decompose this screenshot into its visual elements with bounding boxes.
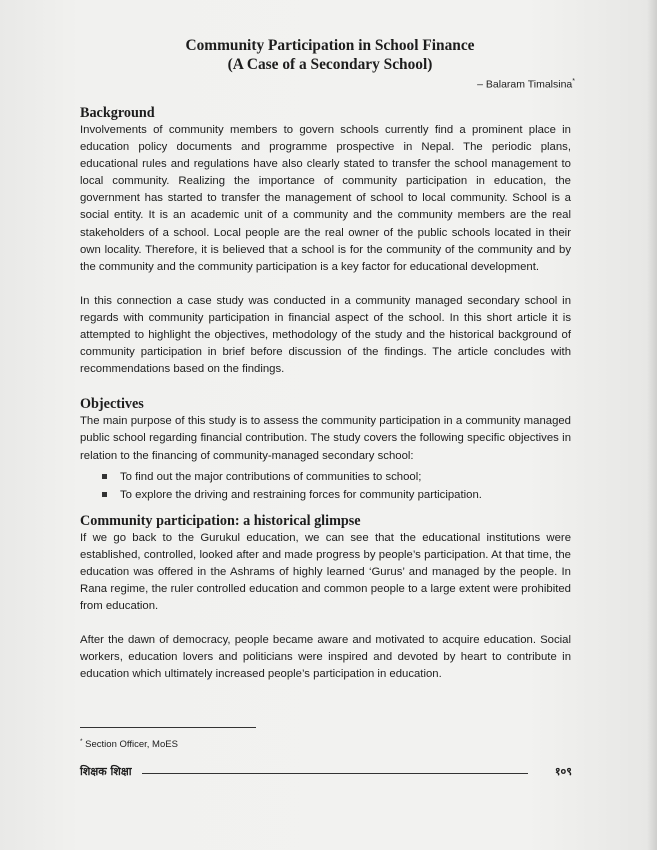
background-paragraph-2: In this connection a case study was conducted in a community managed secondary school in regards with community participation in financial aspect of the school. In this short article it is attempted to highlight the objectives, methodology of the study and the historical background of community participation in brief before discussion of the findings. The article concludes with recommendations based on the findings. <box>80 294 571 376</box>
footnote-text: Section Officer, MoES <box>85 739 178 751</box>
page-footer <box>80 764 572 780</box>
history-paragraph-1: If we go back to the Gurukul education, we can see that the educational institutions were established, controlled, looked after and made progress by people’s participation. At that time, the education was offered in the Ashrams of highly learned ‘Gurus’ and managed by the people. In Rana regime, the ruler controlled education and common people to a large extent were prohibited from education. <box>80 531 571 612</box>
heading-history: Community participation: a historical glimpse <box>80 512 361 529</box>
heading-background: Background <box>80 105 155 121</box>
author-name: – Balaram Timalsina <box>477 78 573 91</box>
bullet-icon <box>102 492 107 497</box>
background-paragraph-1: Involvements of community members to govern schools currently find a prominent place in education policy documents and programme prospective in Nepal. The periodic plans, educational rules and regulations have also clearly stated to transfer the school management to local community. Realizing the importance of community participation in education, the government has started to transfer the management of school to local community. School is a social entity. It is an academic unit of a community and the community members are the real stakeholders of a school. Local people are the real owner of the public schools located in their own locality. Therefore, it is believed that a school is for the community of the community and by the community and the community participation is a key factor for educational development. <box>80 124 571 273</box>
history-paragraph-2: After the dawn of democracy, people became aware and motivated to acquire education. Social workers, education lovers and politicians were inspired and devoted by heart to contribute in education which ultimately increased people’s participation in education. <box>80 634 571 681</box>
author-byline <box>477 78 575 91</box>
list-item-text: To explore the driving and restraining forces for community participation. <box>120 489 482 502</box>
footnote-marker: * <box>80 738 83 745</box>
footer-rule <box>142 773 528 774</box>
list-item-text: To find out the major contributions of communities to school; <box>120 470 422 483</box>
article-title-line-2: (A Case of a Secondary School) <box>227 56 433 73</box>
objectives-list <box>80 468 571 505</box>
footnote-divider <box>80 727 256 728</box>
page-number: १०९ <box>554 765 572 778</box>
bullet-icon <box>102 474 107 479</box>
article-body <box>80 104 571 683</box>
title-block <box>100 36 560 74</box>
footnote <box>80 738 178 750</box>
list-item <box>80 486 571 505</box>
heading-objectives: Objectives <box>80 396 144 413</box>
journal-name: शिक्षक शिक्षा <box>80 765 132 778</box>
author-footnote-marker: * <box>572 78 575 85</box>
objectives-paragraph: The main purpose of this study is to assess the community participation in a community managed public school regarding financial contribution. The study covers the following specific objectives in relation to the financing of community-managed secondary school: <box>80 415 571 462</box>
list-item <box>80 468 571 487</box>
article-title-line-1: Community Participation in School Finance <box>185 37 475 54</box>
